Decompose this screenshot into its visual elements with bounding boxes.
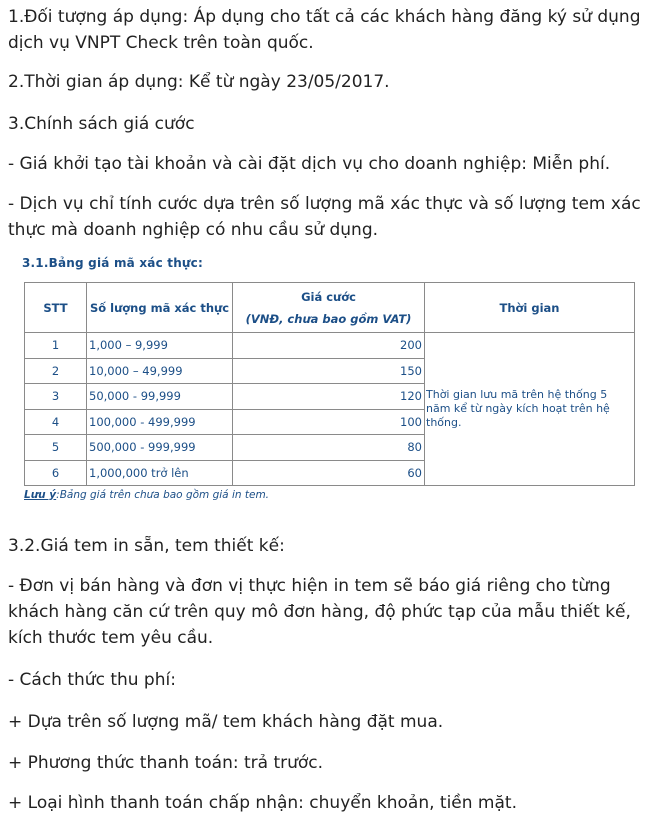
cell-price: 100: [233, 409, 425, 435]
header-quantity: Số lượng mã xác thực: [87, 283, 233, 333]
cell-stt: 2: [25, 358, 87, 384]
cell-quantity: 500,000 - 999,999: [87, 435, 233, 461]
cell-quantity: 1,000,000 trở lên: [87, 460, 233, 486]
cell-quantity: 100,000 - 499,999: [87, 409, 233, 435]
cell-stt: 6: [25, 460, 87, 486]
paragraph-billing-basis: - Dịch vụ chỉ tính cước dựa trên số lượng mã xác thực và số lượng tem xác thực mà doanh nghiệp có nhu cầu sử dụng.: [8, 194, 641, 240]
paragraph-effective-date: 2.Thời gian áp dụng: Kể từ ngày 23/05/2017.: [8, 72, 390, 92]
header-price-unit: (VNĐ, chưa bao gồm VAT): [245, 311, 412, 326]
cell-price: 120: [233, 384, 425, 410]
header-price: [233, 283, 425, 333]
paragraph-fee-method: - Cách thức thu phí:: [8, 670, 176, 690]
cell-quantity: 10,000 – 49,999: [87, 358, 233, 384]
paragraph-label-quote: - Đơn vị bán hàng và đơn vị thực hiện in tem sẽ báo giá riêng cho từng khách hàng căn cứ trên quy mô đơn hàng, độ phức tạp của mẫu thiết kế, kích thước tem yêu cầu.: [8, 576, 631, 648]
cell-stt: 3: [25, 384, 87, 410]
price-table-note: [24, 489, 269, 501]
cell-price: 200: [233, 333, 425, 359]
cell-price: 150: [233, 358, 425, 384]
paragraph-pricing-policy: 3.Chính sách giá cước: [8, 114, 195, 134]
paragraph-payment-types: + Loại hình thanh toán chấp nhận: chuyển khoản, tiền mặt.: [8, 793, 517, 813]
paragraph-setup-fee: - Giá khởi tạo tài khoản và cài đặt dịch vụ cho doanh nghiệp: Miễn phí.: [8, 154, 611, 174]
price-table-header-row: [25, 283, 635, 333]
paragraph-fee-basis: + Dựa trên số lượng mã/ tem khách hàng đặt mua.: [8, 712, 444, 732]
price-table-title: 3.1.Bảng giá mã xác thực:: [22, 256, 203, 270]
cell-quantity: 1,000 – 9,999: [87, 333, 233, 359]
paragraph-target-customers: 1.Đối tượng áp dụng: Áp dụng cho tất cả các khách hàng đăng ký sử dụng dịch vụ VNPT Check trên toàn quốc.: [8, 7, 641, 53]
cell-retention-note: Thời gian lưu mã trên hệ thống 5 năm kể từ ngày kích hoạt trên hệ thống.: [425, 333, 635, 486]
header-stt: STT: [25, 283, 87, 333]
paragraph-label-pricing: 3.2.Giá tem in sẵn, tem thiết kế:: [8, 536, 285, 556]
paragraph-payment-method: + Phương thức thanh toán: trả trước.: [8, 753, 324, 773]
header-time: Thời gian: [425, 283, 635, 333]
cell-price: 80: [233, 435, 425, 461]
cell-price: 60: [233, 460, 425, 486]
cell-quantity: 50,000 - 99,999: [87, 384, 233, 410]
cell-stt: 4: [25, 409, 87, 435]
table-row: [25, 333, 635, 359]
header-price-label: Giá cước: [301, 289, 356, 304]
note-label: Lưu ý: [24, 489, 57, 501]
cell-stt: 1: [25, 333, 87, 359]
note-text: :Bảng giá trên chưa bao gồm giá in tem.: [56, 489, 270, 501]
price-table: [24, 282, 635, 486]
cell-stt: 5: [25, 435, 87, 461]
